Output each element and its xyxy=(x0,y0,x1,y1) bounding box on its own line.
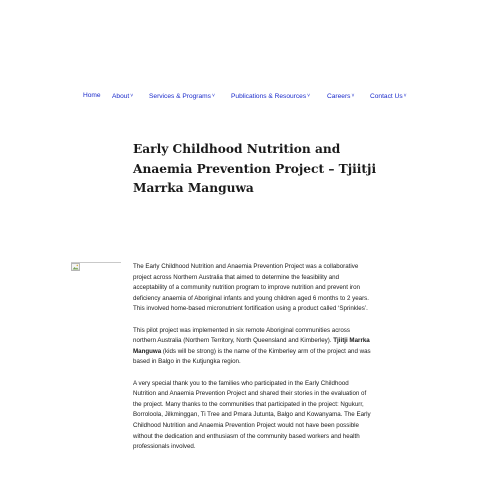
nav-home[interactable]: Home xyxy=(83,92,101,99)
chevron-down-icon: ˅ xyxy=(307,93,311,99)
article-body xyxy=(133,262,373,463)
main-navigation xyxy=(0,90,500,102)
nav-publications-label: Publications & Resources xyxy=(231,93,307,100)
nav-services[interactable] xyxy=(149,90,215,103)
chevron-down-icon: ˅ xyxy=(211,93,215,99)
nav-services-label: Services & Programs xyxy=(149,93,211,100)
nav-about-label: About xyxy=(112,93,130,100)
broken-image-glyph xyxy=(71,263,81,272)
nav-contact[interactable] xyxy=(370,90,407,103)
chevron-down-icon: ˅ xyxy=(351,93,355,99)
nav-contact-label: Contact Us xyxy=(370,93,403,100)
paragraph-pilot-text: This pilot project was implemented in six remote Aboriginal communities across northern Australia (Northern Territory, North Queensland and Kimberley). xyxy=(133,326,350,345)
broken-image-icon xyxy=(71,262,121,272)
page-title: Early Childhood Nutrition and Anaemia Prevention Project – Tjiitji Marrka Manguwa xyxy=(133,142,377,195)
nav-publications[interactable] xyxy=(231,90,310,103)
chevron-down-icon: ˅ xyxy=(403,93,407,99)
nav-about[interactable] xyxy=(112,90,133,103)
chevron-down-icon: ˅ xyxy=(130,93,134,99)
project-name-emphasis: Tjiitji Marrka Manguwa xyxy=(133,337,370,355)
paragraph-pilot xyxy=(133,326,373,368)
paragraph-intro: The Early Childhood Nutrition and Anaemia Prevention Project was a collaborative project across Northern Australia that aimed to determine the feasibility and acceptability of a community nutrition program to improve nutrition and prevent iron deficiency anaemia of Aboriginal infants and young children aged 6 months to 2 years. This involved home-based micronutrient fortification using a product called ‘Sprinkles’. xyxy=(133,263,369,313)
nav-careers[interactable] xyxy=(327,90,354,103)
paragraph-thanks: A very special thank you to the families who participated in the Early Childhood Nutrition and Anaemia Prevention Project and shared their stories in the evaluation of the project. Many thanks to the communities that participated in the project: Ngukurr, Borroloola, Jilkminggan, Ti Tree and Pmara Jutunta, Balgo and Kowanyama. The Early Childhood Nutrition and Anaemia Prevention Project would not have been possible without the dedication and enthusiasm of the community based workers and health professionals involved. xyxy=(133,379,371,451)
paragraph-pilot-text-end: (kids will be strong) is the name of the Kimberley arm of the project and was based in Balgo in the Kutjungka region. xyxy=(133,347,371,366)
nav-careers-label: Careers xyxy=(327,93,351,100)
